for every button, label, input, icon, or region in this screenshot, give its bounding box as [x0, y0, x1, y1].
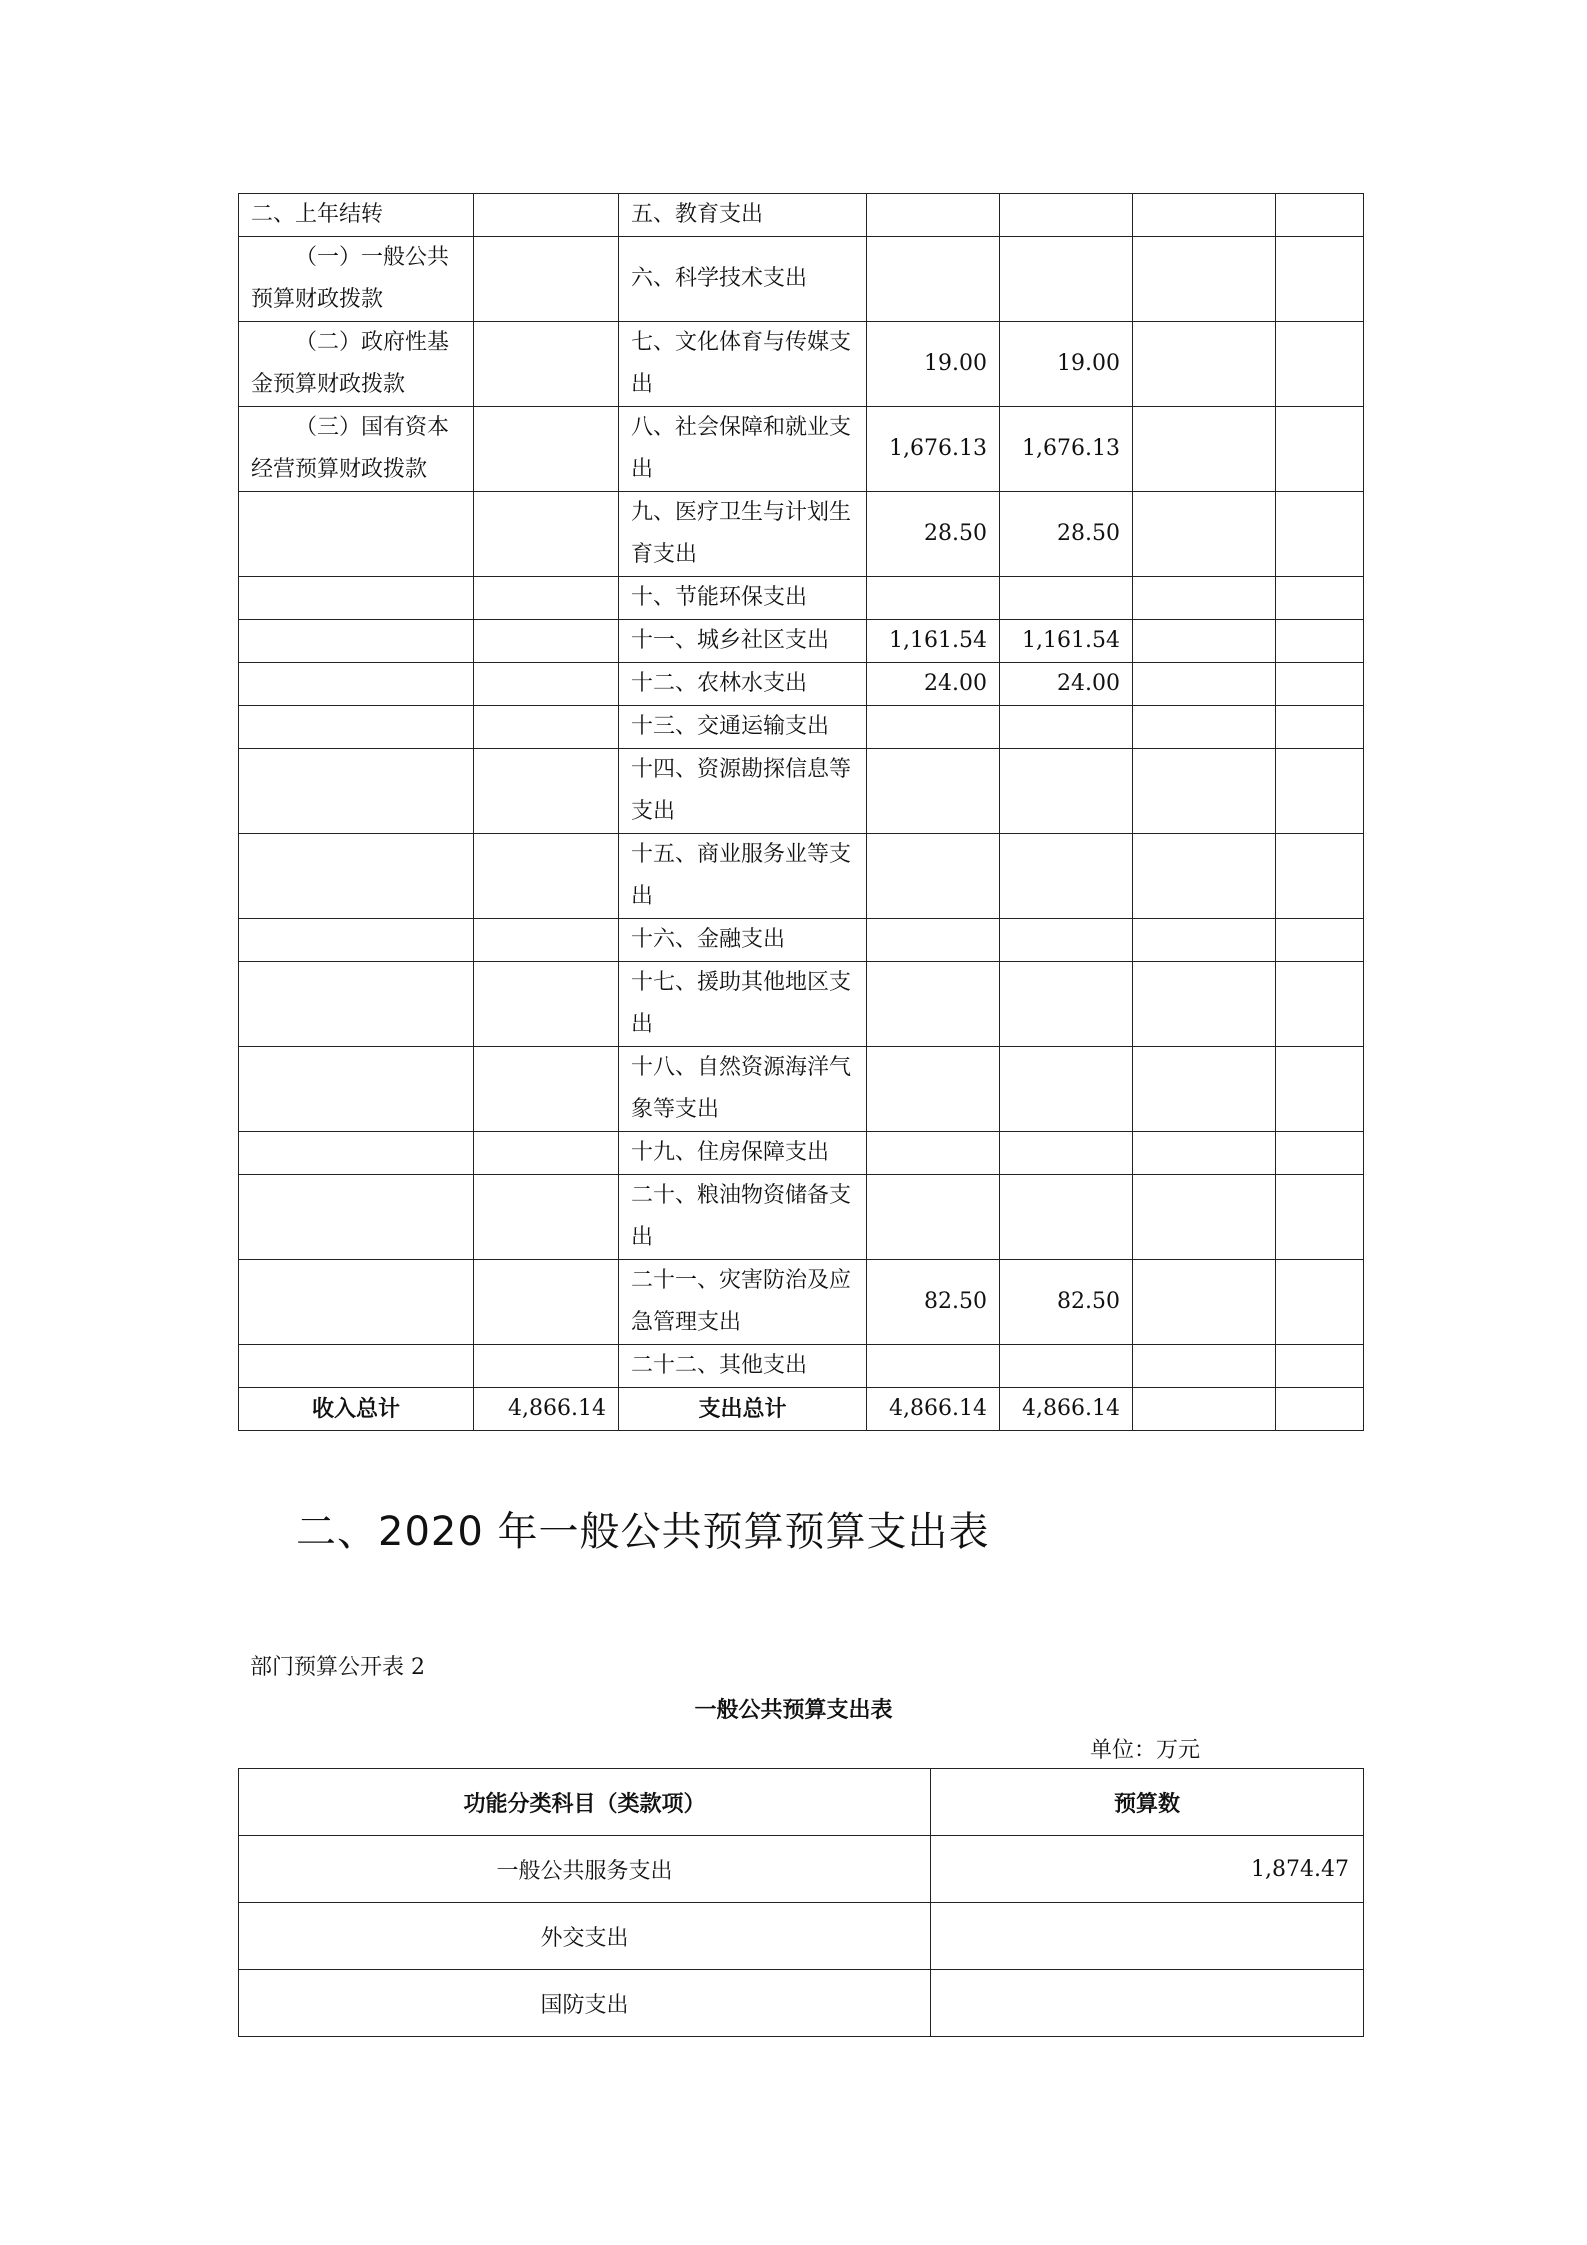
expense-amount-2: [1000, 577, 1133, 620]
expense-amount-1: [867, 1047, 1000, 1132]
expense-amount-2: [1000, 194, 1133, 237]
expense-amount-3: [1133, 407, 1276, 492]
expense-amount-2: [1000, 1132, 1133, 1175]
income-amount: [474, 1047, 619, 1132]
expense-amount-1: [867, 1132, 1000, 1175]
table-row: [239, 1047, 1364, 1132]
expense-amount-4: [1276, 1047, 1364, 1132]
expense-amount-2: 82.50: [1000, 1260, 1133, 1345]
income-item: [239, 749, 474, 834]
income-item: [239, 962, 474, 1047]
table-note: 部门预算公开表 2: [250, 1655, 425, 1680]
income-item: [239, 577, 474, 620]
expense-amount-2: [1000, 1047, 1133, 1132]
expense-amount-1: [867, 1345, 1000, 1388]
expense-amount-4: [1276, 577, 1364, 620]
expense-amount-3: [1133, 1047, 1276, 1132]
table-row: [239, 1388, 1364, 1431]
income-item: [239, 1345, 474, 1388]
expense-item: 支出总计: [619, 1388, 867, 1431]
table-row: [239, 577, 1364, 620]
expense-amount-2: [1000, 962, 1133, 1047]
income-item: [239, 620, 474, 663]
table-row: [239, 962, 1364, 1047]
expense-amount-2: 1,676.13: [1000, 407, 1133, 492]
expense-amount-1: 28.50: [867, 492, 1000, 577]
expense-item: 八、社会保障和就业支出: [619, 407, 867, 492]
income-amount: [474, 620, 619, 663]
expense-amount-2: [1000, 1175, 1133, 1260]
category-name: 一般公共服务支出: [239, 1836, 931, 1903]
expense-amount-1: 24.00: [867, 663, 1000, 706]
expense-amount-4: [1276, 1175, 1364, 1260]
income-amount: [474, 322, 619, 407]
income-item: [239, 706, 474, 749]
header-category: 功能分类科目（类款项）: [239, 1769, 931, 1836]
expense-amount-4: [1276, 706, 1364, 749]
expense-amount-1: [867, 1175, 1000, 1260]
income-item: （二）政府性基金预算财政拨款: [239, 322, 474, 407]
expense-amount-3: [1133, 1132, 1276, 1175]
expense-amount-3: [1133, 834, 1276, 919]
income-item: [239, 1047, 474, 1132]
income-amount: [474, 194, 619, 237]
income-item: [239, 663, 474, 706]
expense-item: 十一、城乡社区支出: [619, 620, 867, 663]
income-amount: [474, 1345, 619, 1388]
table-row: [239, 1260, 1364, 1345]
table-row: [239, 237, 1364, 322]
budget-amount: 1,874.47: [931, 1836, 1364, 1903]
table-row: [239, 749, 1364, 834]
income-item: [239, 1175, 474, 1260]
expense-item: 十、节能环保支出: [619, 577, 867, 620]
expense-item: 六、科学技术支出: [619, 237, 867, 322]
income-item: （三）国有资本经营预算财政拨款: [239, 407, 474, 492]
expense-item: 十四、资源勘探信息等支出: [619, 749, 867, 834]
expense-amount-2: [1000, 1345, 1133, 1388]
expense-amount-2: 1,161.54: [1000, 620, 1133, 663]
expense-item: 二十一、灾害防治及应急管理支出: [619, 1260, 867, 1345]
income-amount: 4,866.14: [474, 1388, 619, 1431]
category-name: 外交支出: [239, 1903, 931, 1970]
table-row: [239, 407, 1364, 492]
expense-amount-1: 82.50: [867, 1260, 1000, 1345]
expense-amount-2: [1000, 749, 1133, 834]
income-amount: [474, 962, 619, 1047]
expense-amount-1: [867, 194, 1000, 237]
table-row: [239, 1836, 1364, 1903]
expense-amount-4: [1276, 237, 1364, 322]
income-item: [239, 919, 474, 962]
expense-amount-4: [1276, 322, 1364, 407]
expense-amount-3: [1133, 663, 1276, 706]
expense-amount-3: [1133, 962, 1276, 1047]
expense-amount-3: [1133, 706, 1276, 749]
expense-amount-3: [1133, 322, 1276, 407]
expense-amount-1: [867, 706, 1000, 749]
expense-amount-2: 28.50: [1000, 492, 1133, 577]
expense-amount-4: [1276, 492, 1364, 577]
expense-item: 二十二、其他支出: [619, 1345, 867, 1388]
expense-item: 二十、粮油物资储备支出: [619, 1175, 867, 1260]
income-item: [239, 1260, 474, 1345]
income-amount: [474, 1132, 619, 1175]
expense-amount-3: [1133, 237, 1276, 322]
budget-amount: [931, 1903, 1364, 1970]
income-item: [239, 1132, 474, 1175]
expense-amount-1: [867, 962, 1000, 1047]
header-budget: 预算数: [931, 1769, 1364, 1836]
expense-item: 十七、援助其他地区支出: [619, 962, 867, 1047]
expense-item: 十八、自然资源海洋气象等支出: [619, 1047, 867, 1132]
expense-amount-2: [1000, 706, 1133, 749]
section-heading: 二、2020 年一般公共预算预算支出表: [296, 1509, 990, 1555]
expense-amount-2: 24.00: [1000, 663, 1133, 706]
table-row: [239, 919, 1364, 962]
expense-amount-4: [1276, 749, 1364, 834]
expense-amount-1: [867, 834, 1000, 919]
table-row: [239, 706, 1364, 749]
expense-amount-4: [1276, 919, 1364, 962]
expense-amount-1: [867, 749, 1000, 834]
expense-amount-1: [867, 919, 1000, 962]
expense-amount-4: [1276, 1388, 1364, 1431]
expense-amount-4: [1276, 1132, 1364, 1175]
expense-amount-3: [1133, 1345, 1276, 1388]
expense-amount-2: 4,866.14: [1000, 1388, 1133, 1431]
income-amount: [474, 407, 619, 492]
expense-amount-1: 4,866.14: [867, 1388, 1000, 1431]
expense-amount-3: [1133, 194, 1276, 237]
income-item: 二、上年结转: [239, 194, 474, 237]
expense-amount-1: 1,161.54: [867, 620, 1000, 663]
expense-amount-2: [1000, 919, 1133, 962]
expense-amount-3: [1133, 1175, 1276, 1260]
table-title: 一般公共预算支出表: [694, 1697, 893, 1723]
expense-amount-4: [1276, 1345, 1364, 1388]
table-row: [239, 1175, 1364, 1260]
income-item: [239, 492, 474, 577]
budget-amount: [931, 1970, 1364, 2037]
expense-amount-4: [1276, 1260, 1364, 1345]
expense-amount-1: 19.00: [867, 322, 1000, 407]
income-item: （一）一般公共预算财政拨款: [239, 237, 474, 322]
expense-item: 十六、金融支出: [619, 919, 867, 962]
expense-item: 十九、住房保障支出: [619, 1132, 867, 1175]
expense-item: 五、教育支出: [619, 194, 867, 237]
income-amount: [474, 577, 619, 620]
income-amount: [474, 492, 619, 577]
income-amount: [474, 706, 619, 749]
income-item: [239, 834, 474, 919]
table-row: [239, 1903, 1364, 1970]
expense-amount-4: [1276, 194, 1364, 237]
expense-amount-2: [1000, 237, 1133, 322]
income-amount: [474, 663, 619, 706]
general-budget-expenditure-table: [238, 1768, 1364, 2037]
expense-amount-1: [867, 577, 1000, 620]
category-name: 国防支出: [239, 1970, 931, 2037]
expense-amount-1: 1,676.13: [867, 407, 1000, 492]
expense-item: 九、医疗卫生与计划生育支出: [619, 492, 867, 577]
income-expense-table-body: [239, 194, 1364, 1431]
expense-amount-2: [1000, 834, 1133, 919]
expense-amount-4: [1276, 834, 1364, 919]
table-row: [239, 194, 1364, 237]
income-amount: [474, 749, 619, 834]
income-amount: [474, 1260, 619, 1345]
table-row: [239, 663, 1364, 706]
expense-amount-3: [1133, 919, 1276, 962]
expense-amount-3: [1133, 492, 1276, 577]
income-expense-table: [238, 193, 1364, 1431]
expense-amount-3: [1133, 577, 1276, 620]
income-amount: [474, 237, 619, 322]
expense-amount-3: [1133, 1260, 1276, 1345]
expense-amount-4: [1276, 620, 1364, 663]
expense-item: 七、文化体育与传媒支出: [619, 322, 867, 407]
table-row: [239, 492, 1364, 577]
expense-amount-2: 19.00: [1000, 322, 1133, 407]
expense-amount-3: [1133, 1388, 1276, 1431]
expense-amount-3: [1133, 749, 1276, 834]
table-row: [239, 620, 1364, 663]
expense-amount-3: [1133, 620, 1276, 663]
expense-amount-4: [1276, 962, 1364, 1047]
expense-item: 十二、农林水支出: [619, 663, 867, 706]
general-budget-expenditure-table-body: [239, 1836, 1364, 2037]
unit-label: 单位：万元: [1090, 1738, 1201, 1763]
table-row: [239, 834, 1364, 919]
income-item: 收入总计: [239, 1388, 474, 1431]
expense-item: 十五、商业服务业等支出: [619, 834, 867, 919]
income-amount: [474, 834, 619, 919]
expense-item: 十三、交通运输支出: [619, 706, 867, 749]
table-row: [239, 1970, 1364, 2037]
expense-amount-4: [1276, 663, 1364, 706]
table-row: [239, 322, 1364, 407]
table-row: [239, 1132, 1364, 1175]
income-amount: [474, 919, 619, 962]
income-amount: [474, 1175, 619, 1260]
expense-amount-1: [867, 237, 1000, 322]
table-row: [239, 1345, 1364, 1388]
table-header-row: [239, 1769, 1364, 1836]
expense-amount-4: [1276, 407, 1364, 492]
